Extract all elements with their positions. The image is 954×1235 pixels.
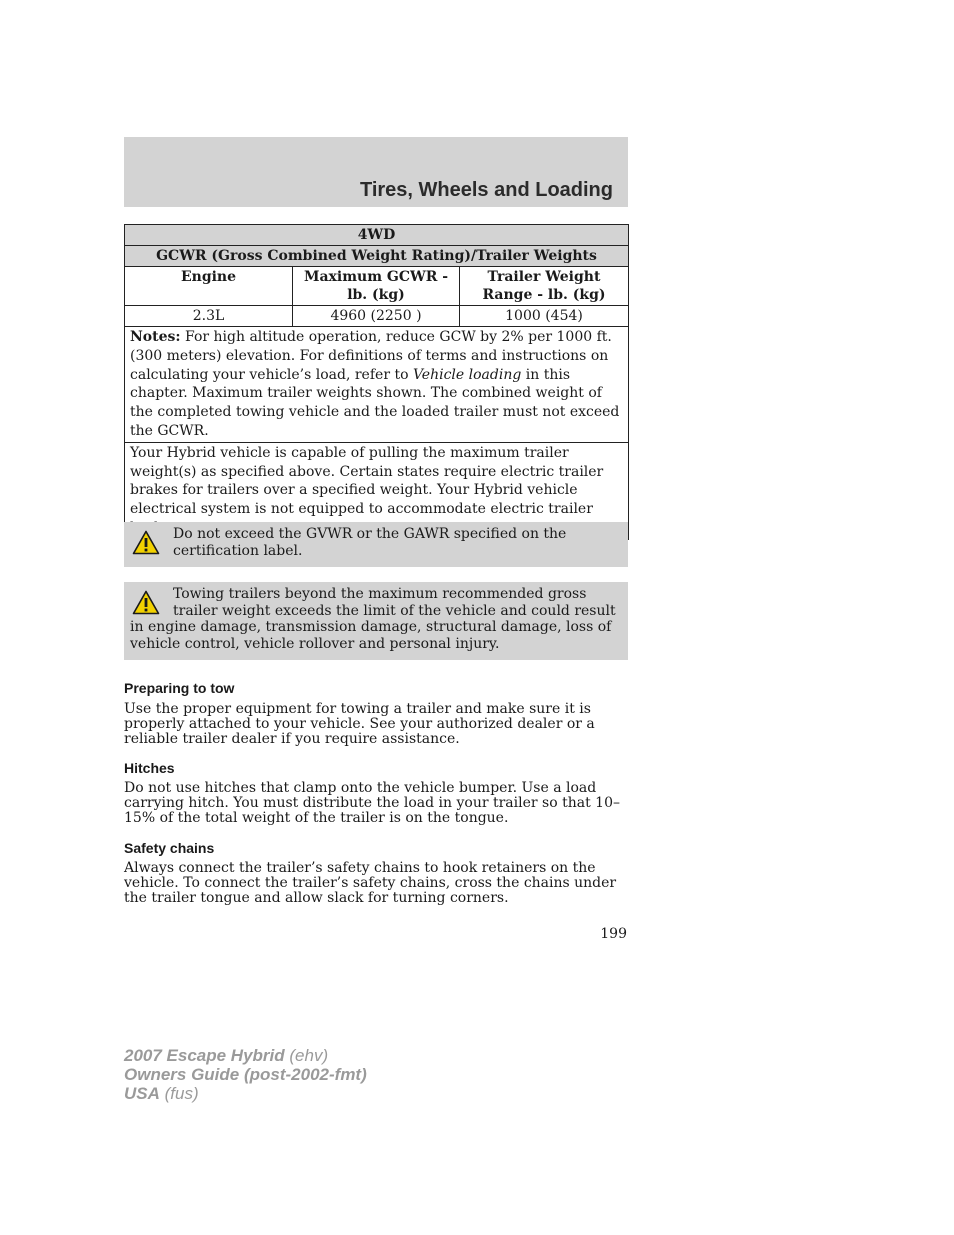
body-hitches: Do not use hitches that clamp onto the vehicle bumper. Use a load carrying hitch. You must distribute the load in your trailer so that 10–15% of the total weight of the trailer is on the tongue. [124, 780, 620, 826]
heading-preparing-to-tow: Preparing to tow [124, 680, 235, 696]
hybrid-note: Your Hybrid vehicle is capable of pulling the maximum trailer weight(s) as specified above. Certain states require electric trailer brakes for trailers over a specified weight. Your Hybrid vehicle electrical system is not equipped to accommodate electric trailer [125, 442, 629, 539]
notes-text-1: For high altitude operation, reduce GCW by 2% per 1000 ft. (300 meters) elevation. For definitions of terms and instructions on calculating your vehicle’s load, refer to [130, 329, 612, 383]
col-header-max-gcwr: Maximum GCWR - lb. (kg) [293, 267, 460, 306]
col-header-engine: Engine [125, 267, 293, 306]
chapter-header-band [124, 137, 628, 207]
table-header-row [125, 267, 629, 306]
table-title-row [125, 225, 629, 246]
document-footer [124, 1046, 367, 1103]
table-row [125, 306, 629, 327]
notes-label: Notes: [130, 329, 181, 345]
table-notes-row [125, 327, 629, 443]
gcwr-table [124, 224, 629, 540]
warning-text-towing: Towing trailers beyond the maximum recommended gross trailer weight exceeds the limit of the vehicle and could result in engine damage, transmission damage, structural damage, loss of vehicle control, vehicle rollover and personal injury. [130, 586, 616, 652]
table-title: 4WD [125, 225, 629, 246]
table-subtitle-row [125, 246, 629, 267]
footer-line-1: 2007 Escape Hybrid (ehv) [124, 1046, 329, 1065]
cell-max-gcwr: 4960 (2250 ) [293, 306, 460, 327]
warning-box-towing [124, 582, 628, 660]
warning-triangle-icon [132, 590, 160, 615]
footer-line-3: USA (fus) [124, 1084, 199, 1103]
warning-text-gvwr: Do not exceed the GVWR or the GAWR specified on the certification label. [173, 526, 567, 559]
body-safety-chains: Always connect the trailer’s safety chains to hook retainers on the vehicle. To connect the trailer’s safety chains, cross the chains under the trailer tongue and allow slack for turning corners. [124, 860, 617, 906]
warning-box-gvwr [124, 522, 628, 567]
notes-link-vehicle-loading: Vehicle loading [412, 366, 522, 383]
heading-safety-chains: Safety chains [124, 840, 215, 856]
notes-text-2: in this chapter. Maximum trailer weights shown. The combined weight of the completed towing vehicle and the loaded trailer must not exceed the GCWR. [130, 366, 620, 439]
cell-trailer-weight: 1000 (454) [460, 306, 629, 327]
heading-hitches: Hitches [124, 760, 175, 776]
table-notes [125, 327, 629, 443]
page-number: 199 [600, 926, 627, 942]
body-preparing-to-tow: Use the proper equipment for towing a trailer and make sure it is properly attached to your vehicle. See your authorized dealer or a reliable trailer dealer if you require assistance. [124, 701, 595, 747]
table-subtitle: GCWR (Gross Combined Weight Rating)/Trailer Weights [125, 246, 629, 267]
footer-line-2: Owners Guide (post-2002-fmt) [124, 1065, 367, 1084]
warning-triangle-icon [132, 530, 160, 555]
cell-engine: 2.3L [125, 306, 293, 327]
chapter-title: Tires, Wheels and Loading [359, 179, 613, 201]
col-header-trailer-weight: Trailer Weight Range - lb. (kg) [460, 267, 629, 306]
